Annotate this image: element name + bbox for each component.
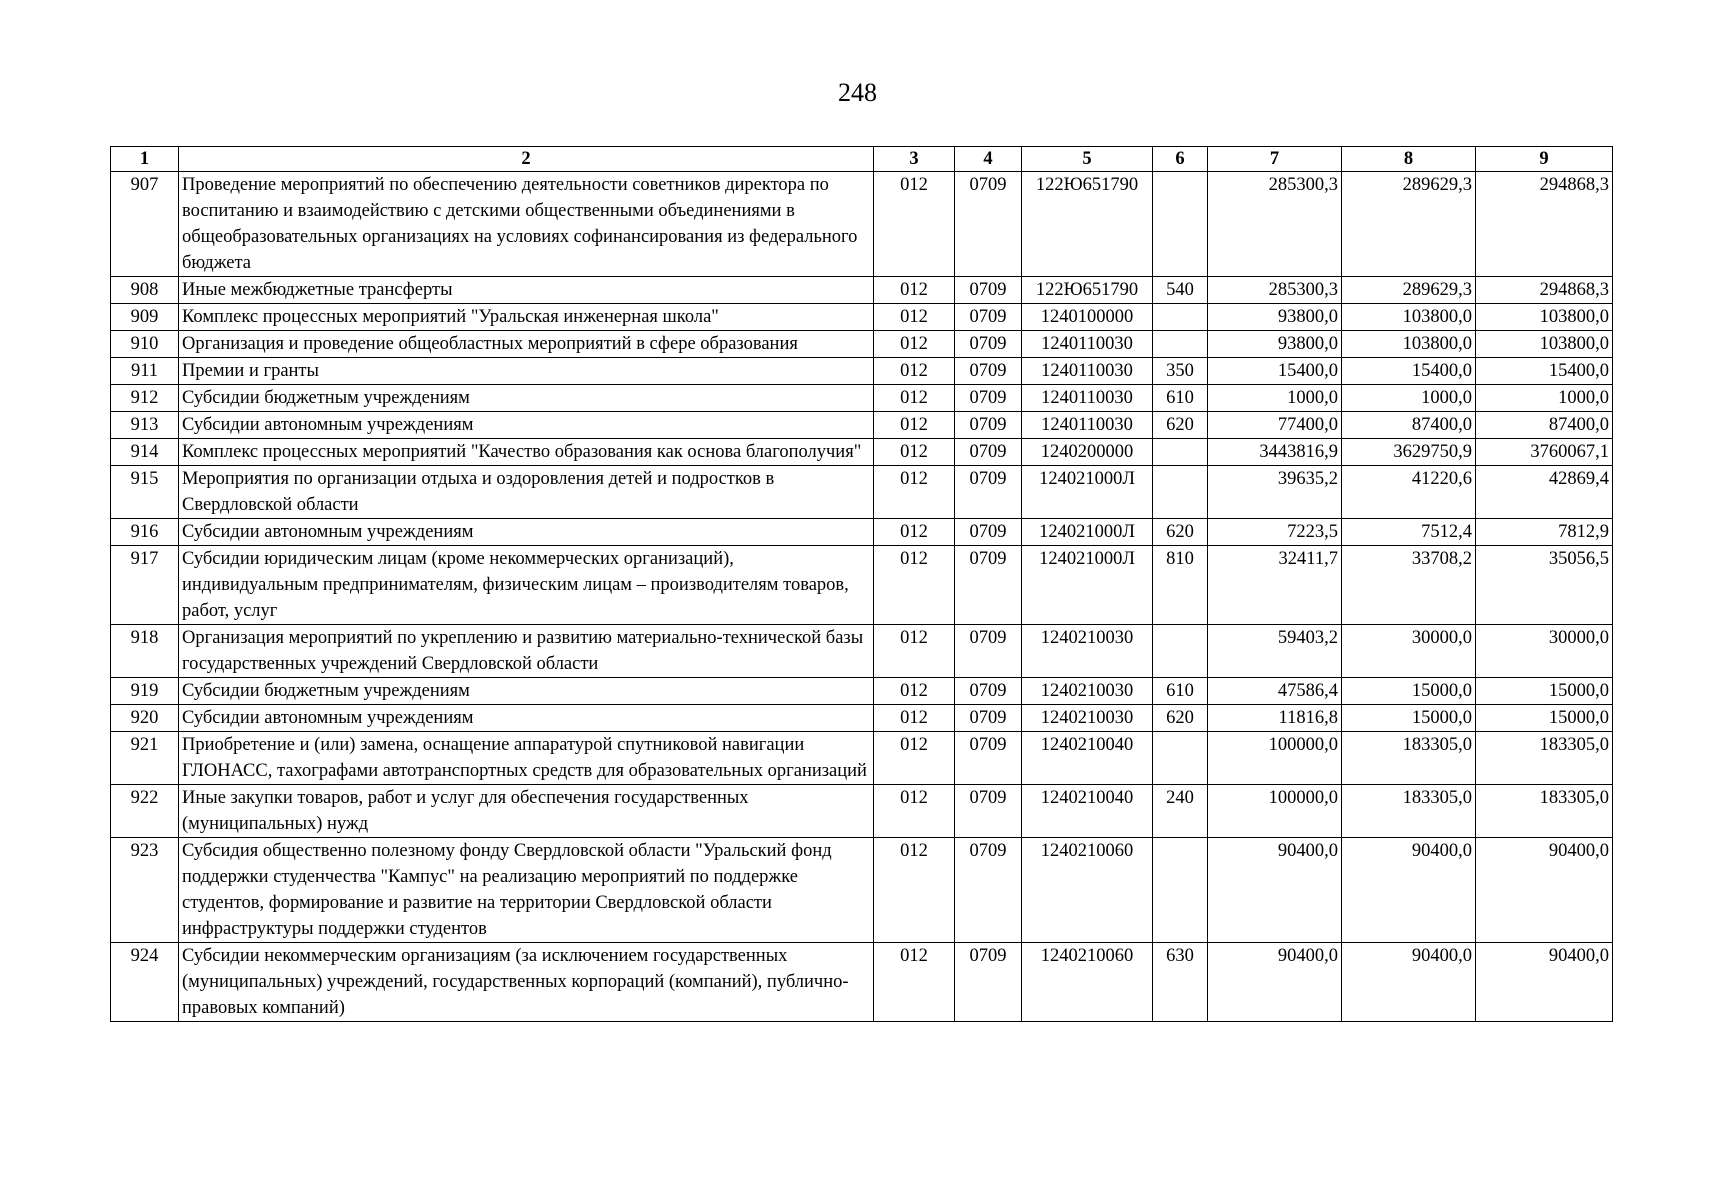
- row-section-code: 0709: [955, 943, 1022, 1022]
- row-value-7: 3443816,9: [1208, 439, 1342, 466]
- table-row: [111, 838, 1613, 943]
- row-value-9: 183305,0: [1476, 732, 1613, 785]
- table-row: [111, 331, 1613, 358]
- row-number: 923: [111, 838, 179, 943]
- row-target-code: 1240210030: [1022, 625, 1153, 678]
- row-target-code: 1240110030: [1022, 331, 1153, 358]
- row-value-8: 90400,0: [1342, 943, 1476, 1022]
- row-target-code: 1240210040: [1022, 732, 1153, 785]
- row-name: Комплекс процессных мероприятий "Уральская инженерная школа": [179, 304, 874, 331]
- row-ministry-code: 012: [874, 546, 955, 625]
- row-section-code: 0709: [955, 331, 1022, 358]
- table-row: [111, 385, 1613, 412]
- row-number: 916: [111, 519, 179, 546]
- row-ministry-code: 012: [874, 785, 955, 838]
- row-expense-type: [1153, 625, 1208, 678]
- row-value-8: 15000,0: [1342, 705, 1476, 732]
- table-row: [111, 304, 1613, 331]
- row-number: 917: [111, 546, 179, 625]
- row-number: 907: [111, 172, 179, 277]
- row-value-7: 59403,2: [1208, 625, 1342, 678]
- row-expense-type: 620: [1153, 412, 1208, 439]
- table-row: [111, 358, 1613, 385]
- row-name: Субсидии юридическим лицам (кроме некоммерческих организаций), индивидуальным предпринимателям, физическим лицам – производителям товаров, работ, услуг: [179, 546, 874, 625]
- row-value-8: 103800,0: [1342, 331, 1476, 358]
- row-value-7: 47586,4: [1208, 678, 1342, 705]
- table-row: [111, 412, 1613, 439]
- header-col-1: 1: [111, 147, 179, 172]
- header-col-5: 5: [1022, 147, 1153, 172]
- row-expense-type: [1153, 439, 1208, 466]
- row-value-7: 100000,0: [1208, 732, 1342, 785]
- row-target-code: 1240210030: [1022, 678, 1153, 705]
- row-target-code: 1240110030: [1022, 385, 1153, 412]
- row-expense-type: [1153, 331, 1208, 358]
- row-number: 922: [111, 785, 179, 838]
- row-number: 920: [111, 705, 179, 732]
- header-row: [111, 147, 1613, 172]
- row-target-code: 124021000Л: [1022, 519, 1153, 546]
- row-expense-type: [1153, 466, 1208, 519]
- header-col-6: 6: [1153, 147, 1208, 172]
- row-value-9: 294868,3: [1476, 172, 1613, 277]
- row-name: Субсидии бюджетным учреждениям: [179, 678, 874, 705]
- row-value-8: 15400,0: [1342, 358, 1476, 385]
- row-section-code: 0709: [955, 785, 1022, 838]
- row-ministry-code: 012: [874, 358, 955, 385]
- row-name: Иные межбюджетные трансферты: [179, 277, 874, 304]
- row-section-code: 0709: [955, 358, 1022, 385]
- row-number: 919: [111, 678, 179, 705]
- row-target-code: 122Ю651790: [1022, 277, 1153, 304]
- row-expense-type: [1153, 304, 1208, 331]
- row-expense-type: 350: [1153, 358, 1208, 385]
- row-ministry-code: 012: [874, 625, 955, 678]
- row-ministry-code: 012: [874, 172, 955, 277]
- table-row: [111, 546, 1613, 625]
- row-target-code: 1240110030: [1022, 358, 1153, 385]
- table-row: [111, 705, 1613, 732]
- row-value-8: 15000,0: [1342, 678, 1476, 705]
- row-value-7: 285300,3: [1208, 172, 1342, 277]
- table-row: [111, 439, 1613, 466]
- row-number: 910: [111, 331, 179, 358]
- row-expense-type: 810: [1153, 546, 1208, 625]
- row-value-9: 42869,4: [1476, 466, 1613, 519]
- table-row: [111, 943, 1613, 1022]
- row-value-8: 30000,0: [1342, 625, 1476, 678]
- row-target-code: 1240200000: [1022, 439, 1153, 466]
- row-target-code: 122Ю651790: [1022, 172, 1153, 277]
- row-target-code: 1240210060: [1022, 838, 1153, 943]
- row-value-9: 15400,0: [1476, 358, 1613, 385]
- row-number: 912: [111, 385, 179, 412]
- table-row: [111, 519, 1613, 546]
- row-number: 915: [111, 466, 179, 519]
- table-row: [111, 277, 1613, 304]
- row-expense-type: 610: [1153, 678, 1208, 705]
- row-name: Комплекс процессных мероприятий "Качество образования как основа благополучия": [179, 439, 874, 466]
- table-row: [111, 678, 1613, 705]
- row-number: 921: [111, 732, 179, 785]
- row-name: Премии и гранты: [179, 358, 874, 385]
- row-section-code: 0709: [955, 385, 1022, 412]
- row-section-code: 0709: [955, 838, 1022, 943]
- row-ministry-code: 012: [874, 519, 955, 546]
- row-section-code: 0709: [955, 466, 1022, 519]
- header-col-2: 2: [179, 147, 874, 172]
- row-value-7: 15400,0: [1208, 358, 1342, 385]
- table-row: [111, 785, 1613, 838]
- row-value-7: 11816,8: [1208, 705, 1342, 732]
- row-value-7: 93800,0: [1208, 304, 1342, 331]
- row-section-code: 0709: [955, 412, 1022, 439]
- row-name: Субсидии автономным учреждениям: [179, 705, 874, 732]
- row-value-9: 90400,0: [1476, 838, 1613, 943]
- row-expense-type: 540: [1153, 277, 1208, 304]
- row-value-9: 103800,0: [1476, 331, 1613, 358]
- row-ministry-code: 012: [874, 466, 955, 519]
- row-ministry-code: 012: [874, 705, 955, 732]
- row-expense-type: [1153, 172, 1208, 277]
- row-ministry-code: 012: [874, 277, 955, 304]
- table-row: [111, 172, 1613, 277]
- row-value-8: 183305,0: [1342, 785, 1476, 838]
- row-ministry-code: 012: [874, 732, 955, 785]
- row-value-7: 90400,0: [1208, 943, 1342, 1022]
- row-value-7: 77400,0: [1208, 412, 1342, 439]
- row-value-7: 32411,7: [1208, 546, 1342, 625]
- row-section-code: 0709: [955, 439, 1022, 466]
- row-value-9: 103800,0: [1476, 304, 1613, 331]
- row-value-8: 33708,2: [1342, 546, 1476, 625]
- row-value-8: 87400,0: [1342, 412, 1476, 439]
- row-value-8: 3629750,9: [1342, 439, 1476, 466]
- row-ministry-code: 012: [874, 439, 955, 466]
- budget-table: [110, 146, 1613, 1022]
- row-number: 914: [111, 439, 179, 466]
- row-value-9: 294868,3: [1476, 277, 1613, 304]
- row-value-8: 7512,4: [1342, 519, 1476, 546]
- row-section-code: 0709: [955, 277, 1022, 304]
- header-col-8: 8: [1342, 147, 1476, 172]
- row-name: Иные закупки товаров, работ и услуг для обеспечения государственных (муниципальных) нужд: [179, 785, 874, 838]
- row-name: Субсидии автономным учреждениям: [179, 519, 874, 546]
- row-value-7: 39635,2: [1208, 466, 1342, 519]
- row-name: Организация мероприятий по укреплению и развитию материально-технической базы государственных учреждений Свердловской области: [179, 625, 874, 678]
- page-number: 248: [838, 78, 877, 107]
- row-name: Приобретение и (или) замена, оснащение аппаратурой спутниковой навигации ГЛОНАСС, тахографами автотранспортных средств для образовательных организаций: [179, 732, 874, 785]
- header-col-9: 9: [1476, 147, 1613, 172]
- row-value-7: 7223,5: [1208, 519, 1342, 546]
- row-name: Мероприятия по организации отдыха и оздоровления детей и подростков в Свердловской области: [179, 466, 874, 519]
- row-value-7: 90400,0: [1208, 838, 1342, 943]
- row-target-code: 1240210060: [1022, 943, 1153, 1022]
- row-value-8: 1000,0: [1342, 385, 1476, 412]
- row-number: 924: [111, 943, 179, 1022]
- row-number: 909: [111, 304, 179, 331]
- table-row: [111, 625, 1613, 678]
- row-name: Субсидии бюджетным учреждениям: [179, 385, 874, 412]
- row-target-code: 1240210040: [1022, 785, 1153, 838]
- row-section-code: 0709: [955, 546, 1022, 625]
- row-ministry-code: 012: [874, 943, 955, 1022]
- row-expense-type: 620: [1153, 519, 1208, 546]
- row-name: Проведение мероприятий по обеспечению деятельности советников директора по воспитанию и взаимодействию с детскими общественными объединениями в общеобразовательных организациях на условиях софинансирования из федерального бюджета: [179, 172, 874, 277]
- row-value-9: 1000,0: [1476, 385, 1613, 412]
- header-col-7: 7: [1208, 147, 1342, 172]
- row-value-9: 15000,0: [1476, 705, 1613, 732]
- row-value-9: 90400,0: [1476, 943, 1613, 1022]
- row-value-8: 41220,6: [1342, 466, 1476, 519]
- row-ministry-code: 012: [874, 678, 955, 705]
- row-ministry-code: 012: [874, 304, 955, 331]
- row-value-9: 87400,0: [1476, 412, 1613, 439]
- row-target-code: 124021000Л: [1022, 546, 1153, 625]
- row-name: Субсидии некоммерческим организациям (за исключением государственных (муниципальных) учреждений, государственных корпораций (компаний), публично-правовых компаний): [179, 943, 874, 1022]
- row-section-code: 0709: [955, 519, 1022, 546]
- row-value-7: 285300,3: [1208, 277, 1342, 304]
- row-section-code: 0709: [955, 732, 1022, 785]
- header-col-3: 3: [874, 147, 955, 172]
- row-value-9: 30000,0: [1476, 625, 1613, 678]
- row-value-8: 103800,0: [1342, 304, 1476, 331]
- row-name: Организация и проведение общеобластных мероприятий в сфере образования: [179, 331, 874, 358]
- row-value-7: 100000,0: [1208, 785, 1342, 838]
- row-value-8: 90400,0: [1342, 838, 1476, 943]
- row-section-code: 0709: [955, 678, 1022, 705]
- row-value-9: 183305,0: [1476, 785, 1613, 838]
- row-value-7: 1000,0: [1208, 385, 1342, 412]
- row-section-code: 0709: [955, 304, 1022, 331]
- row-number: 908: [111, 277, 179, 304]
- row-ministry-code: 012: [874, 331, 955, 358]
- row-expense-type: 610: [1153, 385, 1208, 412]
- row-number: 913: [111, 412, 179, 439]
- row-target-code: 1240210030: [1022, 705, 1153, 732]
- row-value-9: 35056,5: [1476, 546, 1613, 625]
- table-row: [111, 732, 1613, 785]
- table-row: [111, 466, 1613, 519]
- row-target-code: 1240100000: [1022, 304, 1153, 331]
- row-section-code: 0709: [955, 705, 1022, 732]
- row-ministry-code: 012: [874, 385, 955, 412]
- row-value-8: 289629,3: [1342, 277, 1476, 304]
- row-value-9: 3760067,1: [1476, 439, 1613, 466]
- row-expense-type: [1153, 838, 1208, 943]
- row-value-7: 93800,0: [1208, 331, 1342, 358]
- row-section-code: 0709: [955, 172, 1022, 277]
- row-target-code: 1240110030: [1022, 412, 1153, 439]
- row-target-code: 124021000Л: [1022, 466, 1153, 519]
- row-expense-type: 630: [1153, 943, 1208, 1022]
- table-body: [111, 172, 1613, 1022]
- row-ministry-code: 012: [874, 838, 955, 943]
- header-col-4: 4: [955, 147, 1022, 172]
- row-number: 911: [111, 358, 179, 385]
- row-name: Субсидия общественно полезному фонду Свердловской области "Уральский фонд поддержки студенчества "Кампус" на реализацию мероприятий по поддержке студентов, формирование и развитие на территории Свердловской области инфраструктуры поддержки студентов: [179, 838, 874, 943]
- row-section-code: 0709: [955, 625, 1022, 678]
- row-expense-type: 620: [1153, 705, 1208, 732]
- row-number: 918: [111, 625, 179, 678]
- row-value-9: 7812,9: [1476, 519, 1613, 546]
- row-expense-type: [1153, 732, 1208, 785]
- row-value-8: 183305,0: [1342, 732, 1476, 785]
- row-expense-type: 240: [1153, 785, 1208, 838]
- row-value-9: 15000,0: [1476, 678, 1613, 705]
- row-value-8: 289629,3: [1342, 172, 1476, 277]
- row-ministry-code: 012: [874, 412, 955, 439]
- row-name: Субсидии автономным учреждениям: [179, 412, 874, 439]
